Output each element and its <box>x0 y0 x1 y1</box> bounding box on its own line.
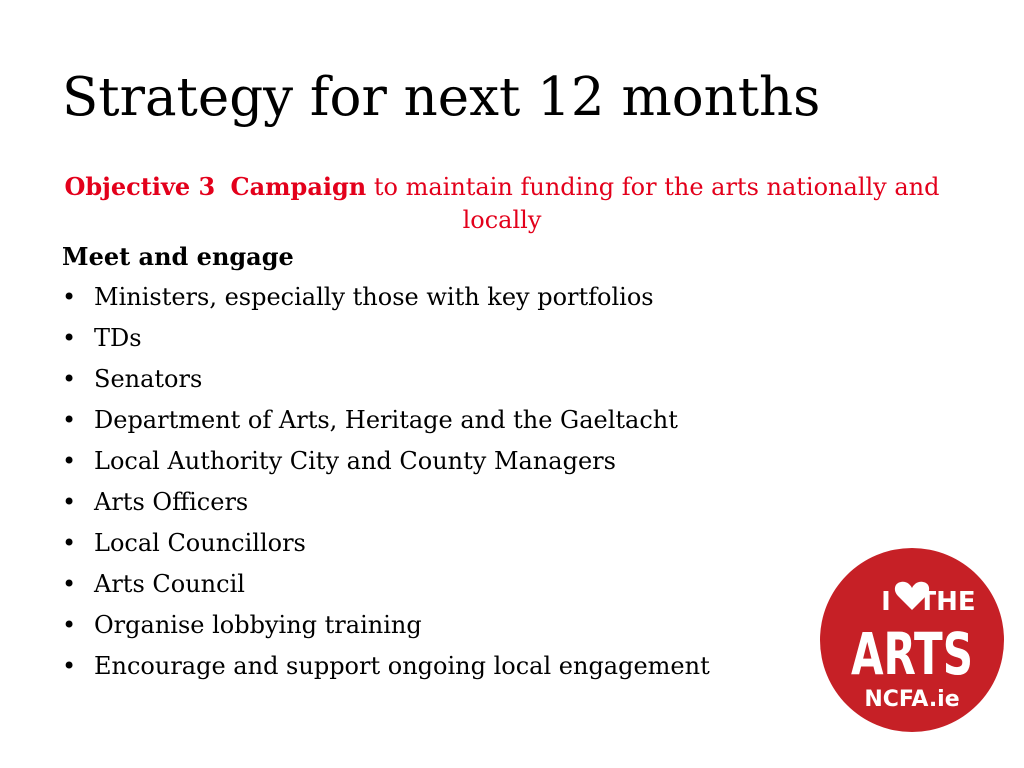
bullet-dot: • <box>62 406 77 434</box>
logo-graphic <box>820 548 1004 732</box>
bullet-text: Department of Arts, Heritage and the Gaeltacht <box>94 406 678 434</box>
bullet-item <box>62 527 822 568</box>
bullet-item <box>62 445 822 486</box>
section-heading: Meet and engage <box>62 242 294 271</box>
logo-main-text: ARTS <box>851 620 973 688</box>
bullet-item <box>62 486 822 527</box>
bullet-text: Arts Council <box>94 570 245 598</box>
bullet-item <box>62 322 822 363</box>
bullet-dot: • <box>62 611 77 639</box>
bullet-item <box>62 650 822 691</box>
objective-label: Objective 3 <box>64 172 216 201</box>
i-heart-the-arts-logo <box>820 548 1004 732</box>
bullet-text: Local Councillors <box>94 529 306 557</box>
bullet-text: Encourage and support ongoing local engagement <box>94 652 710 680</box>
objective-line <box>62 170 942 237</box>
bullet-dot: • <box>62 324 77 352</box>
bullet-item <box>62 609 822 650</box>
bullet-text: Organise lobbying training <box>94 611 422 639</box>
bullet-dot: • <box>62 652 77 680</box>
bullet-text: Ministers, especially those with key portfolios <box>94 283 654 311</box>
bullet-dot: • <box>62 365 77 393</box>
bullet-dot: • <box>62 488 77 516</box>
bullet-dot: • <box>62 529 77 557</box>
objective-keyword: Campaign <box>230 172 367 201</box>
bullet-item <box>62 363 822 404</box>
logo-sub-text: NCFA.ie <box>864 687 960 712</box>
objective-text: to maintain funding for the arts nationally and locally <box>373 173 940 234</box>
bullet-item <box>62 404 822 445</box>
bullet-text: Local Authority City and County Managers <box>94 447 616 475</box>
bullet-dot: • <box>62 447 77 475</box>
bullet-text: TDs <box>94 324 142 352</box>
bullet-list <box>62 281 822 691</box>
bullet-dot: • <box>62 570 77 598</box>
bullet-text: Arts Officers <box>94 488 249 516</box>
slide-title: Strategy for next 12 months <box>62 67 821 128</box>
bullet-item <box>62 281 822 322</box>
bullet-item <box>62 568 822 609</box>
logo-line1-left: I <box>881 587 891 617</box>
bullet-dot: • <box>62 283 77 311</box>
logo-line1-right: THE <box>918 587 976 617</box>
bullet-text: Senators <box>94 365 203 393</box>
